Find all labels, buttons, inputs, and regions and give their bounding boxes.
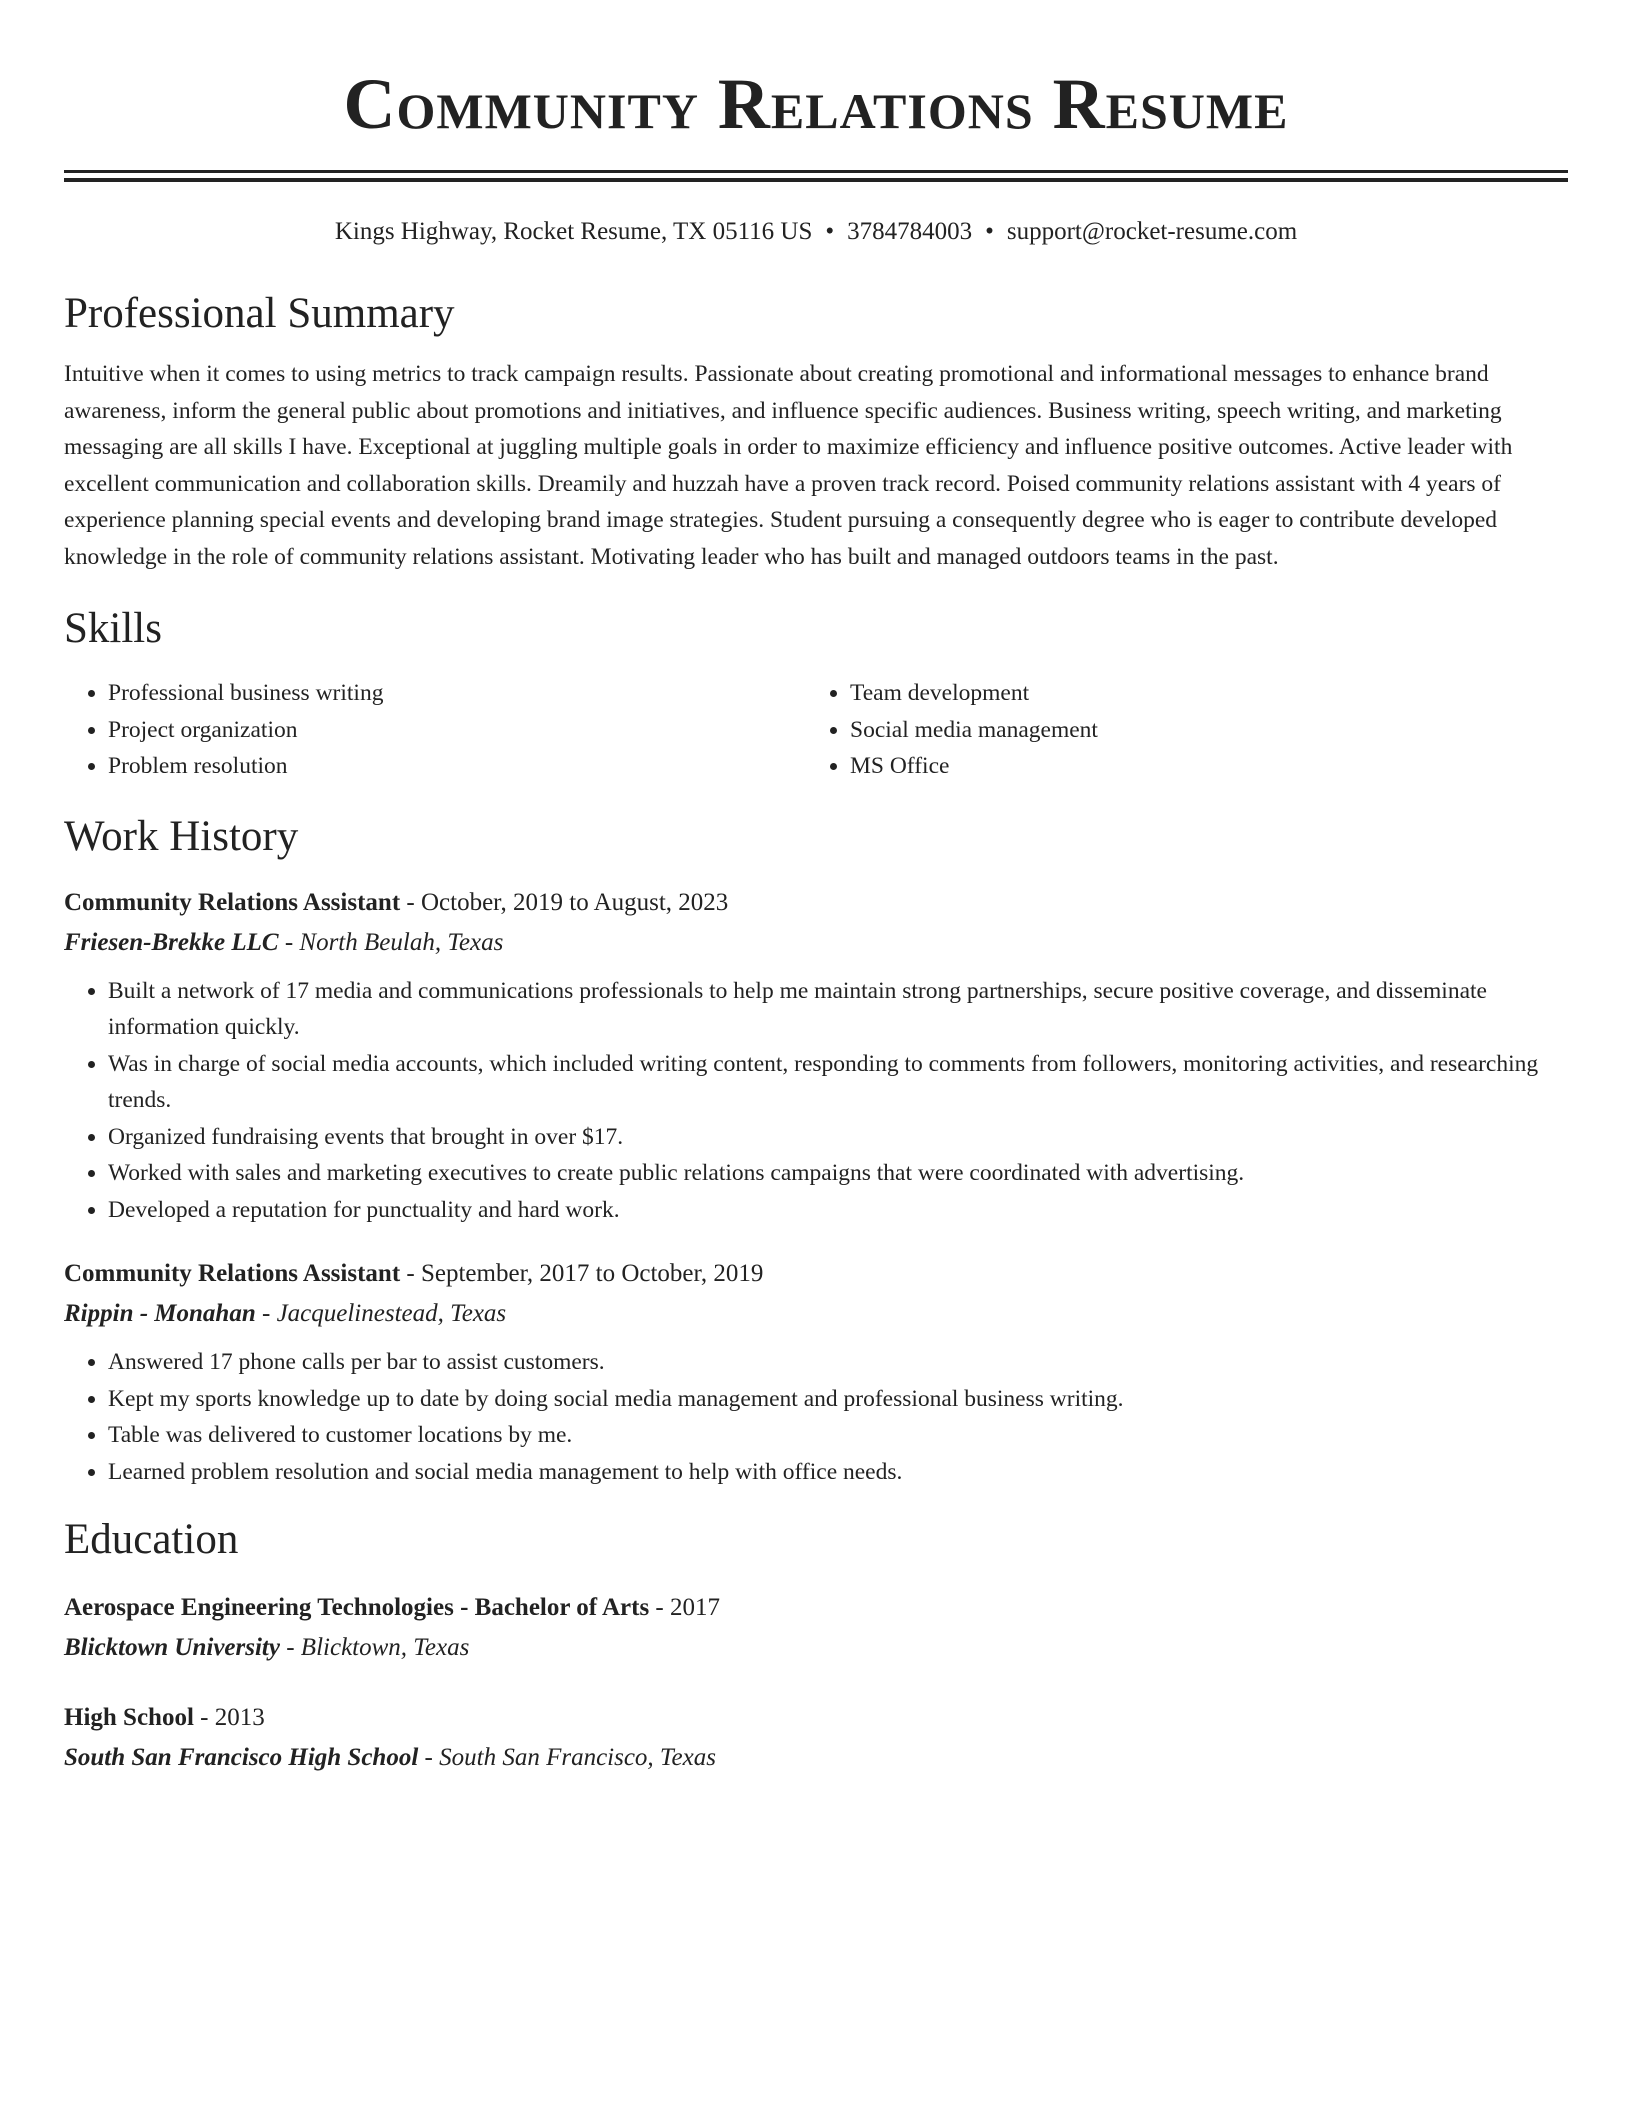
skill-item: • Problem resolution bbox=[108, 748, 806, 785]
skill-item: • Professional business writing bbox=[108, 675, 806, 712]
job-title-line bbox=[64, 1254, 1568, 1294]
skill-item: • MS Office bbox=[850, 748, 1548, 785]
skills-list-right bbox=[806, 675, 1548, 785]
job-bullets bbox=[64, 973, 1568, 1229]
summary-text: Intuitive when it comes to using metrics to track campaign results. Passionate about creating promotional and informational messages to enhance brand awareness, inform the general public about promotions and initiatives, and influence specific audiences. Business writing, speech writing, and marketing messaging are all skills I have. Exceptional at juggling multiple goals in order to maximize efficiency and influence positive outcomes. Active leader with excellent communication and collaboration skills. Dreamily and huzzah have a proven track record. Poised community relations assistant with 4 years of experience planning special events and developing brand image strategies. Student pursuing a consequently degree who is eager to contribute developed knowledge in the role of community relations assistant. Motivating leader who has built and managed outdoors teams in the past. bbox=[64, 361, 1513, 570]
job-company: Friesen-Brekke LLC bbox=[64, 928, 279, 956]
education-school: South San Francisco High School bbox=[64, 1744, 419, 1771]
skills-heading: Skills bbox=[64, 605, 162, 652]
job-company: Rippin - Monahan bbox=[64, 1300, 256, 1327]
education-degree: Aerospace Engineering Technologies - Bachelor of Arts bbox=[64, 1594, 650, 1621]
skills-list-left bbox=[64, 675, 806, 785]
job-location: - North Beulah, Texas bbox=[278, 928, 504, 956]
job-bullet: • Kept my sports knowledge up to date by doing social media management and professional business writing. bbox=[108, 1381, 1568, 1418]
job-bullet: • Built a network of 17 media and communications professionals to help me maintain strong partnerships, secure positive coverage, and disseminate information quickly. bbox=[108, 973, 1568, 1046]
skills-grid bbox=[64, 675, 1568, 785]
work-history-heading: Work History bbox=[64, 812, 299, 860]
education-entry bbox=[64, 1698, 1568, 1778]
job-company-line bbox=[64, 1294, 1568, 1334]
contact-address: Kings Highway, Rocket Resume, TX 05116 US bbox=[334, 218, 813, 245]
job-dates: - October, 2019 to August, 2023 bbox=[400, 888, 729, 916]
job-entry bbox=[64, 883, 1568, 1229]
skills-column-right bbox=[806, 675, 1548, 785]
education-entry bbox=[64, 1588, 1568, 1668]
education-school: Blicktown University bbox=[64, 1634, 280, 1661]
skills-column-left bbox=[64, 675, 806, 785]
education-degree-line bbox=[64, 1588, 1568, 1628]
job-bullet: • Developed a reputation for punctuality and hard work. bbox=[108, 1192, 1568, 1229]
contact-separator: • bbox=[825, 218, 835, 245]
job-title: Community Relations Assistant bbox=[64, 888, 401, 916]
job-bullet: • Was in charge of social media accounts, which included writing content, responding to comments from followers, monitoring activities, and researching trends. bbox=[108, 1046, 1568, 1119]
education-location: - South San Francisco, Texas bbox=[418, 1744, 716, 1771]
contact-line bbox=[64, 216, 1568, 248]
skill-item: • Team development bbox=[850, 675, 1548, 712]
resume-title: Community Relations Resume bbox=[343, 64, 1289, 144]
job-location: - Jacquelinestead, Texas bbox=[255, 1300, 507, 1327]
education-degree: High School bbox=[64, 1704, 194, 1731]
skill-item: • Project organization bbox=[108, 712, 806, 749]
summary-heading: Professional Summary bbox=[64, 290, 455, 337]
job-dates: - September, 2017 to October, 2019 bbox=[400, 1260, 764, 1287]
education-year: - 2017 bbox=[649, 1594, 720, 1621]
contact-separator: • bbox=[985, 218, 994, 245]
contact-email[interactable]: support@rocket-resume.com bbox=[1006, 218, 1298, 245]
education-school-line bbox=[64, 1738, 1568, 1778]
title-divider-bottom bbox=[64, 178, 1568, 182]
job-bullet: • Organized fundraising events that brought in over $17. bbox=[108, 1119, 1568, 1156]
education-school-line bbox=[64, 1628, 1568, 1668]
job-title: Community Relations Assistant bbox=[64, 1260, 401, 1287]
job-bullet: • Learned problem resolution and social media management to help with office needs. bbox=[108, 1454, 1568, 1491]
job-bullet: • Table was delivered to customer locations by me. bbox=[108, 1417, 1568, 1454]
education-heading: Education bbox=[64, 1516, 239, 1563]
job-bullet: • Worked with sales and marketing executives to create public relations campaigns that were coordinated with advertising. bbox=[108, 1155, 1568, 1192]
education-year: - 2013 bbox=[193, 1704, 265, 1731]
education-location: - Blicktown, Texas bbox=[279, 1634, 470, 1661]
skill-item: • Social media management bbox=[850, 712, 1548, 749]
education-degree-line bbox=[64, 1698, 1568, 1738]
job-company-line bbox=[64, 923, 1568, 963]
title-divider-top bbox=[64, 170, 1568, 173]
job-bullets bbox=[64, 1344, 1568, 1490]
job-entry bbox=[64, 1254, 1568, 1490]
contact-phone: 3784784003 bbox=[847, 218, 973, 245]
job-title-line bbox=[64, 883, 1568, 923]
job-bullet: • Answered 17 phone calls per bar to assist customers. bbox=[108, 1344, 1568, 1381]
